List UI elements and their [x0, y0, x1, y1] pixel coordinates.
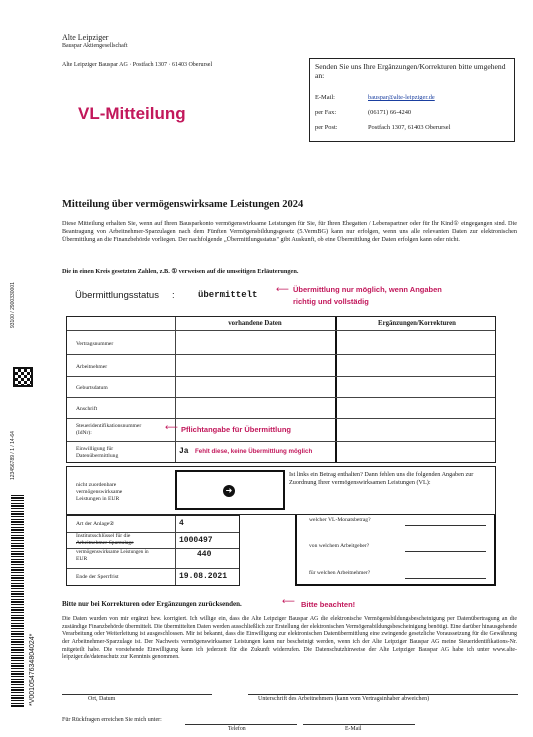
- taxid-hint: Pflichtangabe für Übermittlung: [181, 425, 292, 434]
- place-date-line[interactable]: [62, 694, 212, 695]
- row-label-employee: Arbeitnehmer: [76, 364, 108, 370]
- contact-fax-label: per Fax:: [315, 109, 337, 116]
- unassigned-label-3: Leistungen in EUR: [76, 496, 120, 502]
- return-hint: Bitte beachten!: [301, 600, 356, 609]
- row-label-birthdate: Geburtsdatum: [76, 385, 108, 391]
- return-note: Bitte nur bei Korrekturen oder Ergänzungen zurücksenden.: [62, 600, 242, 608]
- sender-company: Alte Leipziger: [62, 33, 109, 42]
- phone-line[interactable]: [185, 724, 297, 725]
- vl-type-value: 4: [179, 519, 184, 528]
- signature-label: Unterschrift des Arbeitnehmers (kann vom Vertragsinhaber abweichen): [258, 696, 430, 702]
- consent-value: Ja: [179, 447, 189, 456]
- vl-fields-box: [295, 515, 496, 586]
- row-label-taxid-sub: (IdNr):: [76, 430, 92, 436]
- qr-code-icon: [13, 367, 33, 387]
- contact-box: [309, 58, 515, 142]
- intro-bold-note: Die in einen Kreis gesetzten Zahlen, z.B. ① verweisen auf die umseitigen Erläuterungen.: [62, 268, 299, 275]
- row-label-consent-sub: Datenübermittlung: [76, 453, 119, 459]
- vl-field-monthly-label: welcher VL-Monatsbetrag?: [309, 517, 371, 523]
- email-label: E-Mail: [345, 726, 362, 732]
- barcode-icon: [11, 495, 24, 707]
- unassigned-amount-field[interactable]: [175, 470, 285, 510]
- contact-email-link[interactable]: bauspar@alte-leipziger.de: [368, 94, 435, 101]
- vl-lock-label: Ende der Sperrfrist: [76, 574, 119, 580]
- document-title: VL-Mitteilung: [78, 104, 186, 123]
- unassigned-label-2: vermögenswirksame: [76, 489, 123, 495]
- email-line[interactable]: [303, 724, 415, 725]
- unassigned-vl-box: [66, 466, 496, 515]
- intro-paragraph: Diese Mitteilung erhalten Sie, wenn auf Ihren Bausparkonto vermögenswirksame Leistungen für Sie, für Ihren Ehegatten / Lebenspartner oder für Ihr Kind① eingegangen sind. Die Beantragung von Arbeitnehmer-Sparzulagen nach dem Fünften Vermögensbildungsgesetz (5.VermBG) kann nur erfolgen, wenn uns alle relevanten Daten zur elektronischen Übermittlung an die Finanzbehörde vorliegen. Der nachfolgende „Übermittlungsstatus" gibt Auskunft, ob eine Übermittlung der Daten erfolgen kann oder nicht.: [62, 220, 517, 244]
- contact-post-value: Postfach 1307, 61403 Oberursel: [368, 124, 451, 131]
- vl-type-label: Art der Anlage②: [76, 521, 115, 527]
- col-corrections-header: Ergänzungen/Korrekturen: [378, 320, 456, 327]
- row-label-taxid: Steueridentifikationsnummer: [76, 423, 142, 429]
- arrow-right-icon: ➜: [223, 485, 235, 497]
- sender-company-sub: Bauspar Aktiengesellschaft: [62, 43, 128, 49]
- vl-field-employee-label: für welchen Arbeitnehmer?: [309, 570, 371, 576]
- vl-field-monthly-input[interactable]: [405, 525, 486, 526]
- vl-amount-value: 440: [197, 550, 212, 559]
- consent-hint: Fehlt diese, keine Übermittlung möglich: [195, 448, 313, 455]
- vl-institute-value: 1000497: [179, 536, 213, 545]
- place-date-label: Ort, Datum: [88, 696, 116, 702]
- taxid-hint-arrow-icon: ⟵: [165, 423, 178, 433]
- unassigned-label-1: nicht zuordenbare: [76, 482, 117, 488]
- consent-paragraph: Die Daten wurden von mir ergänzt bzw. korrigiert. Ich willige ein, dass die Alte Leipziger Bauspar AG die elektronische Vermögensbildungsbescheinigung per Datenübertragung an die zuständige Finanzbehörde übermittelt. Die übermittelten Daten werden ausschließlich zur Erstellung der elektronischen Vermögensbildungsbescheinigung benötigt. Eine darüber hinausgehende Verarbeitung oder Weiterleitung ist ausgeschlossen. Mir ist bekannt, dass die Einwilligung zur elektronischen Datenübermittlung eine zwingende gesetzliche Voraussetzung für die Gewährung der Arbeitnehmer-Sparzulage ist. Der Nachweis vermögenswirksamer Leistungen kann nur bescheinigt werden, wenn ich der Alte Leipziger Bauspar AG meine Steueridentifikations-Nr. mitgeteilt habe. Die vorstehende Einwilligung kann ich jederzeit für die Zukunft widerrufen. Die Datenschutzhinweise der Alte Leipziger Bauspar AG habe ich unter www.alte-leipziger.de/datenschutz zur Kenntnis genommen.: [62, 616, 517, 661]
- row-label-consent: Einwilligung für: [76, 446, 114, 452]
- status-colon: :: [172, 290, 175, 301]
- questions-label: Für Rückfragen erreichen Sie mich unter:: [62, 717, 162, 723]
- status-hint-line2: richtig und vollstädig: [293, 297, 369, 306]
- barcode-text: *V0010547634804024*: [29, 633, 36, 706]
- row-label-contract: Vertragsnummer: [76, 341, 114, 347]
- status-value: übermittelt: [198, 290, 258, 300]
- return-hint-arrow-icon: ⟵: [282, 597, 295, 607]
- vl-field-employee-input[interactable]: [405, 578, 486, 579]
- margin-code-mid: 123456789 / 1 / 14-64: [10, 431, 16, 480]
- contact-post-label: per Post:: [315, 124, 338, 131]
- status-hint-line1: Übermittlung nur möglich, wenn Angaben: [293, 285, 442, 294]
- contact-email-label: E-Mail:: [315, 94, 335, 101]
- margin-code-top: 93100 / 2900330001: [10, 282, 16, 328]
- contact-heading: Senden Sie uns Ihre Ergänzungen/Korrekturen bitte umgehend an:: [315, 62, 506, 81]
- vl-lock-value: 19.08.2021: [179, 572, 228, 581]
- vl-amount-label-2: EUR: [76, 556, 88, 562]
- phone-label: Telefon: [228, 726, 246, 732]
- status-label: Übermittlungsstatus: [75, 290, 159, 301]
- sender-address-line: Alte Leipziger Bauspar AG · Postfach 1307 · 61403 Oberursel: [62, 62, 213, 68]
- row-label-address: Anschrift: [76, 406, 98, 412]
- signature-line[interactable]: [248, 694, 518, 695]
- col-existing-header: vorhandene Daten: [228, 320, 282, 327]
- vl-field-employer-input[interactable]: [405, 551, 486, 552]
- vl-question: Ist links ein Betrag enthalten? Dann fehlen uns die folgenden Angaben zur Zuordnung Ihrer vermögenswirksamen Leistungen (VL):: [289, 471, 474, 487]
- vl-amount-label-1: vermögenswirksame Leistungen in: [76, 549, 149, 555]
- contact-fax-value: (06171) 66-4240: [368, 109, 412, 116]
- vl-details-table: [66, 515, 240, 586]
- vl-institute-label-2: Arbeitnehmer-Sparzulage: [76, 540, 134, 546]
- page-heading: Mitteilung über vermögenswirksame Leistungen 2024: [62, 199, 304, 210]
- vl-field-employer-label: von welchem Arbeitgeber?: [309, 543, 370, 549]
- vl-institute-label-1: Institutsschlüssel für die: [76, 533, 131, 539]
- data-table: [66, 316, 496, 463]
- status-hint-arrow-icon: ⟵: [276, 285, 289, 295]
